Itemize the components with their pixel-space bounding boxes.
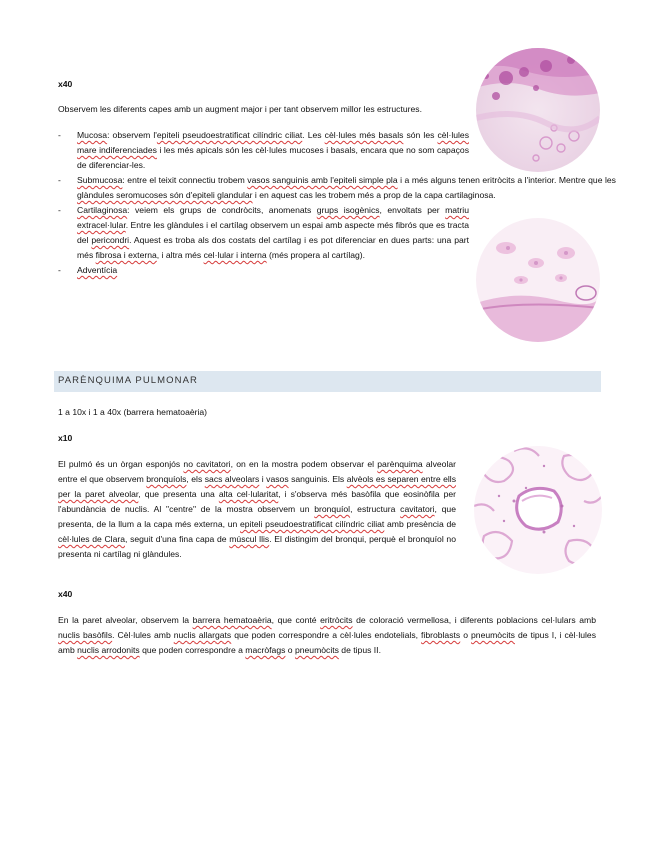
list-item-adventicia: - Adventícia <box>58 265 118 275</box>
section-title: PARÈNQUIMA PULMONAR <box>58 375 199 386</box>
list-item-mucosa: - Mucosa: observem l'epiteli pseudoestratificat cilíndric ciliat. Les cèl·lules més basals són les cèl·lules mare indiferenciades i les més apicals són les cèl·lules mucoses i basals, encara que no som capaços de diferenciar-les. <box>58 130 469 170</box>
heading-x10: x10 <box>58 433 73 443</box>
intro-text: Observem les diferents capes amb un augment major i per tant observem millor les estructures. <box>58 104 422 114</box>
trachea-x40-micrograph <box>476 48 600 172</box>
paragraph-x40: En la paret alveolar, observem la barrera hematoaèria, que conté eritròcits de coloració vermellosa, i diferents poblacions cel·lulars amb nuclis basòfils. Cèl·lules amb nuclis allargats que poden correspondre a cèl·lules endotelials, fibroblasts o pneumòcits de tipus I, i cèl·lules amb nuclis arrodonits que poden correspondre a macròfags o pneumòcits de tipus II. <box>58 615 597 655</box>
list-item-cartilaginosa: - Cartilaginosa: veiem els grups de condròcits, anomenats grups isogènics, envoltats per matriu extracel·lular. Entre les glàndules i el cartílag observem un espai amb aspecte més fibrós que es tracta del pericondri. Aquest es troba als dos costats del cartílag i es pot diferenciar en dues parts: una part més fibrosa i externa, i altra més cel·lular i interna (més propera al cartílag). <box>58 205 470 260</box>
paragraph-x10: El pulmó és un òrgan esponjós no cavitatori, on en la mostra podem observar el parènquima alveolar entre el que observem bronquíols, els sacs alveolars i vasos sanguinis. Els alvèols es separen entre ells per la paret alveolar, que presenta una alta cel·lularitat, i s'observa més basòfila que eosinòfila per l'abundància de nuclis. Al "centre" de la mostra observem un bronquíol, estructura cavitatori, que presenta, de la llum a la capa més externa, un epiteli pseudoestratificat cilíndric ciliat amb presència de cèl·lules de Clara, seguit d'una fina capa de múscul llis. El distingim del bronqui, perquè el bronquíol no presenta ni cartílag ni glàndules. <box>58 459 457 559</box>
layer-list <box>58 128 616 278</box>
heading-x40-top: x40 <box>58 79 73 89</box>
section-subtitle: 1 a 10x i 1 a 40x (barrera hematoaèria) <box>58 407 208 417</box>
term-submucosa: Submucosa <box>77 175 123 185</box>
term-cartilaginosa: Cartilaginosa <box>77 205 128 215</box>
list-item-submucosa: - Submucosa: entre el teixit connectiu trobem vasos sanguinis amb l'epiteli simple pla i a més alguns tenen eritròcits a l'interior. Mentre que les glàndules seromucoses són d'epiteli glandular i en aquest cas les trobem més a prop de la capa cartilaginosa. <box>58 175 616 200</box>
term-mucosa: Mucosa <box>77 130 108 140</box>
term-adventicia: Adventícia <box>77 265 118 275</box>
heading-x40-section: x40 <box>58 589 73 599</box>
lung-parenchyma-x10-micrograph <box>474 446 602 574</box>
trachea-cartilage-micrograph <box>476 218 600 342</box>
